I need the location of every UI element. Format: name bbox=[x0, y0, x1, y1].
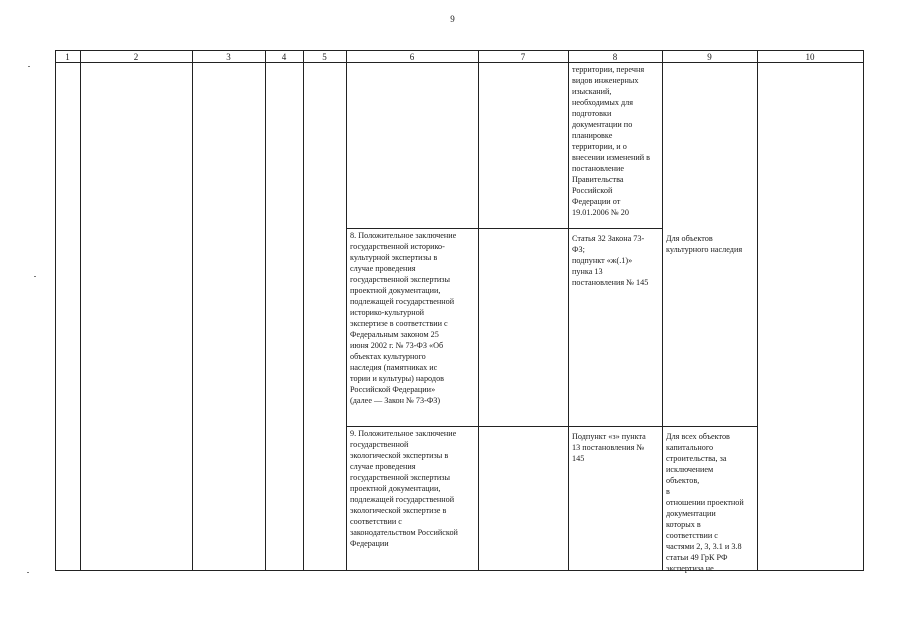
column-number-4: 4 bbox=[281, 52, 287, 62]
row2-col6-text: 8. Положительное заключение государственной историко- культурной экспертизы в случае проведения государственной экспертизы проектной документации, подлежащей государственной историко-культурной экспертизе в соответствии с Федеральным законом 25 июня 2002 г. № 73-ФЗ «Об объектах культурного наследия (памятниках ис тории и культуры) народов Российской Федерации» (далее — Закон № 73-ФЗ) bbox=[350, 231, 457, 405]
column-number-10: 10 bbox=[805, 52, 815, 62]
col-border-4 bbox=[303, 50, 304, 571]
column-number-5: 5 bbox=[322, 52, 327, 62]
header-row-border bbox=[55, 62, 864, 63]
col-border-7 bbox=[568, 50, 569, 571]
column-number-1: 1 bbox=[65, 52, 70, 62]
row-divider-2 bbox=[346, 426, 757, 427]
col-border-9 bbox=[757, 50, 758, 571]
row3-col9-text: Для всех объектов капитального строительства, за исключением объектов, в отношении проектной документации которых в соответствии с частями 2, 3, 3.1 и 3.8 статьи 49 ГрК РФ экспертиза не bbox=[666, 432, 744, 573]
col-border-2 bbox=[192, 50, 193, 571]
column-number-9: 9 bbox=[707, 52, 712, 62]
scan-speck bbox=[34, 276, 36, 277]
row-divider-1 bbox=[346, 228, 662, 229]
row2-col8-text: Статья 32 Закона 73- ФЗ; подпункт «ж(.1)» пунка 13 постановления № 145 bbox=[572, 234, 649, 287]
table-top-border bbox=[55, 50, 864, 51]
column-number-7: 7 bbox=[520, 52, 526, 62]
row1-col8-text: территории, перечня видов инженерных изысканий, необходимых для подготовки документации по планировке территории, и о внесении изменений в постановление Правительства Российской Федерации от 19.01.2006 № 20 bbox=[572, 65, 651, 217]
column-number-3: 3 bbox=[226, 52, 231, 62]
column-number-6: 6 bbox=[409, 52, 415, 62]
column-number-2: 2 bbox=[133, 52, 139, 62]
row3-col8-text: Подпункт «з» пункта 13 постановления № 145 bbox=[572, 432, 646, 463]
scan-speck bbox=[27, 572, 29, 573]
col-border-3 bbox=[265, 50, 266, 571]
col-border-5 bbox=[346, 50, 347, 571]
row2-col9-text: Для объектов культурного наследия bbox=[666, 234, 743, 254]
row3-col6-text: 9. Положительное заключение государственной экологической экспертизы в случае проведения государственной экспертизы проектной документации, подлежащей государственной экологической экспертизе в соответствии с законодательством Российской Федерации bbox=[350, 429, 458, 548]
col-border-8 bbox=[662, 50, 663, 571]
scan-speck bbox=[28, 66, 30, 67]
page-number: 9 bbox=[450, 14, 455, 24]
col-border-0 bbox=[55, 50, 56, 571]
col-border-6 bbox=[478, 50, 479, 571]
col-border-1 bbox=[80, 50, 81, 571]
col-border-10 bbox=[863, 50, 864, 571]
column-number-8: 8 bbox=[612, 52, 618, 62]
